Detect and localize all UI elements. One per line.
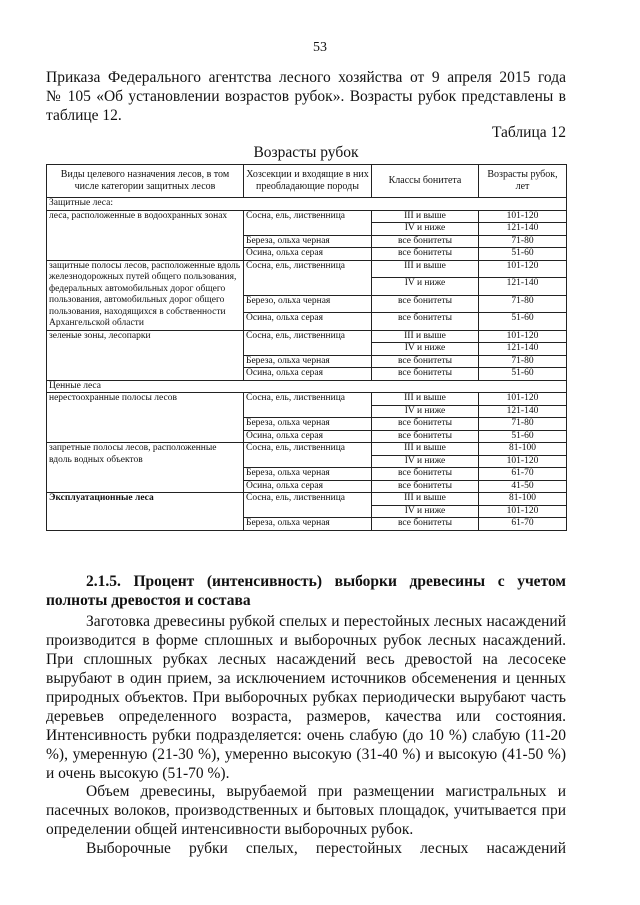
forest-category: зеленые зоны, лесопарки — [47, 330, 244, 380]
table-row — [47, 493, 567, 506]
species-cell: Осина, ольха серая — [244, 368, 372, 381]
age-cell: 71-80 — [479, 295, 567, 313]
bonitet-cell: IV и ниже — [372, 405, 479, 418]
age-cell: 51-60 — [479, 430, 567, 443]
bonitet-cell: все бонитеты — [372, 313, 479, 331]
age-cell: 71-80 — [479, 235, 567, 248]
species-cell: Сосна, ель, лиственница — [244, 443, 372, 468]
species-cell: Береза, ольха черная — [244, 518, 372, 531]
age-cell: 101-120 — [479, 260, 567, 278]
table-title: Возрасты рубок — [253, 144, 359, 161]
table-row — [47, 330, 567, 343]
bonitet-cell: все бонитеты — [372, 235, 479, 248]
species-cell: Сосна, ель, лиственница — [244, 210, 372, 235]
age-cell: 61-70 — [479, 518, 567, 531]
section-row — [47, 198, 567, 211]
age-cell: 101-120 — [479, 393, 567, 406]
species-cell: Березо, ольха черная — [244, 295, 372, 313]
intro-paragraph — [46, 68, 566, 125]
species-cell: Береза, ольха черная — [244, 418, 372, 431]
rubki-ages-table — [46, 164, 567, 531]
bonitet-cell: IV и ниже — [372, 343, 479, 356]
age-cell: 101-120 — [479, 455, 567, 468]
age-cell: 101-120 — [479, 505, 567, 518]
section-title: Эксплуатационные леса — [47, 493, 244, 531]
species-cell: Береза, ольха черная — [244, 355, 372, 368]
bonitet-cell: все бонитеты — [372, 518, 479, 531]
bonitet-cell: IV и ниже — [372, 223, 479, 236]
age-cell: 51-60 — [479, 313, 567, 331]
paragraph-1: Заготовка древесины рубкой спелых и перестойных лесных насаждений производится в форме сплошных и выборочных рубок лесных насаждений. При сплошных рубках лесных насаждений весь древостой на лесосеке вырубают в один прием, за исключением источников обсеменения и ценных природных объектов. При выборочных рубках периодически вырубают часть деревьев определенного возраста, размеров, качества или состояния. Интенсивность рубки подразделяется: очень слабую (до 10 %) слабую (11-20 %), умеренную (21-30 %), умеренно высокую (31-40 %) и высокую (41-50 %) и очень высокую (51-70 %). — [46, 613, 566, 782]
header-bonitet: Классы бонитета — [372, 165, 479, 198]
header-species: Хозсекции и входящие в них преобладающие породы — [244, 165, 372, 198]
species-cell: Осина, ольха серая — [244, 248, 372, 261]
bonitet-cell: все бонитеты — [372, 480, 479, 493]
section-row — [47, 380, 567, 393]
table-header-row — [47, 165, 567, 198]
table-row — [47, 260, 567, 278]
forest-category: защитные полосы лесов, расположенные вдоль железнодорожных путей общего пользования, федеральных автомобильных дорог общего пользования, автомобильных дорог общего пользования, находящихся в собственности Архангельской области — [47, 260, 244, 330]
bonitet-cell: IV и ниже — [372, 278, 479, 296]
species-cell: Сосна, ель, лиственница — [244, 493, 372, 518]
bonitet-cell: III и выше — [372, 260, 479, 278]
bonitet-cell: все бонитеты — [372, 368, 479, 381]
age-cell: 61-70 — [479, 468, 567, 481]
bonitet-cell: все бонитеты — [372, 468, 479, 481]
species-cell: Сосна, ель, лиственница — [244, 393, 372, 418]
bonitet-cell: все бонитеты — [372, 248, 479, 261]
forest-category: нерестоохранные полосы лесов — [47, 393, 244, 443]
paragraph-2: Объем древесины, вырубаемой при размещении магистральных и пасечных волоков, производственных и бытовых площадок, учитывается при определении общей интенсивности выборочных рубок. — [46, 783, 566, 838]
age-cell: 121-140 — [479, 278, 567, 296]
species-cell: Сосна, ель, лиственница — [244, 330, 372, 355]
intro-line-2: № 105 «Об установлении возрастов рубок». Возрасты рубок представлены в — [46, 88, 566, 105]
section-title: Ценные леса — [47, 380, 567, 393]
age-cell: 121-140 — [479, 223, 567, 236]
table-row — [47, 210, 567, 223]
bonitet-cell: III и выше — [372, 330, 479, 343]
species-cell: Осина, ольха серая — [244, 430, 372, 443]
table-row — [47, 443, 567, 456]
bonitet-cell: IV и ниже — [372, 455, 479, 468]
age-cell: 51-60 — [479, 368, 567, 381]
age-cell: 121-140 — [479, 405, 567, 418]
bonitet-cell: все бонитеты — [372, 430, 479, 443]
age-cell: 101-120 — [479, 330, 567, 343]
bonitet-cell: III и выше — [372, 493, 479, 506]
table-caption: Таблица 12 — [491, 124, 566, 141]
species-cell: Сосна, ель, лиственница — [244, 260, 372, 295]
paragraph-3: Выборочные рубки спелых, перестойных лесных насаждений — [86, 840, 566, 857]
section-title: Защитные леса: — [47, 198, 567, 211]
page-number: 53 — [313, 40, 327, 55]
age-cell: 51-60 — [479, 248, 567, 261]
bonitet-cell: III и выше — [372, 393, 479, 406]
forest-category: запретные полосы лесов, расположенные вдоль водных объектов — [47, 443, 244, 493]
species-cell: Береза, ольха черная — [244, 468, 372, 481]
header-forest-purpose: Виды целевого назначения лесов, в том числе категории защитных лесов — [47, 165, 244, 198]
intro-line-1: Приказа Федерального агентства лесного хозяйства от 9 апреля 2015 года — [46, 69, 566, 86]
age-cell: 101-120 — [479, 210, 567, 223]
forest-category: леса, расположенные в водоохранных зонах — [47, 210, 244, 260]
bonitet-cell: III и выше — [372, 443, 479, 456]
age-cell: 81-100 — [479, 443, 567, 456]
age-cell: 81-100 — [479, 493, 567, 506]
species-cell: Береза, ольха черная — [244, 235, 372, 248]
bonitet-cell: все бонитеты — [372, 355, 479, 368]
age-cell: 71-80 — [479, 418, 567, 431]
table-row — [47, 393, 567, 406]
bonitet-cell: III и выше — [372, 210, 479, 223]
age-cell: 41-50 — [479, 480, 567, 493]
species-cell: Осина, ольха серая — [244, 313, 372, 331]
header-ages: Возрасты рубок, лет — [479, 165, 567, 198]
species-cell: Осина, ольха серая — [244, 480, 372, 493]
bonitet-cell: IV и ниже — [372, 505, 479, 518]
bonitet-cell: все бонитеты — [372, 418, 479, 431]
intro-line-3: таблице 12. — [46, 107, 122, 124]
age-cell: 121-140 — [479, 343, 567, 356]
age-cell: 71-80 — [479, 355, 567, 368]
bonitet-cell: все бонитеты — [372, 295, 479, 313]
section-heading: 2.1.5. Процент (интенсивность) выборки древесины с учетом полноты древостоя и состава — [46, 573, 566, 609]
